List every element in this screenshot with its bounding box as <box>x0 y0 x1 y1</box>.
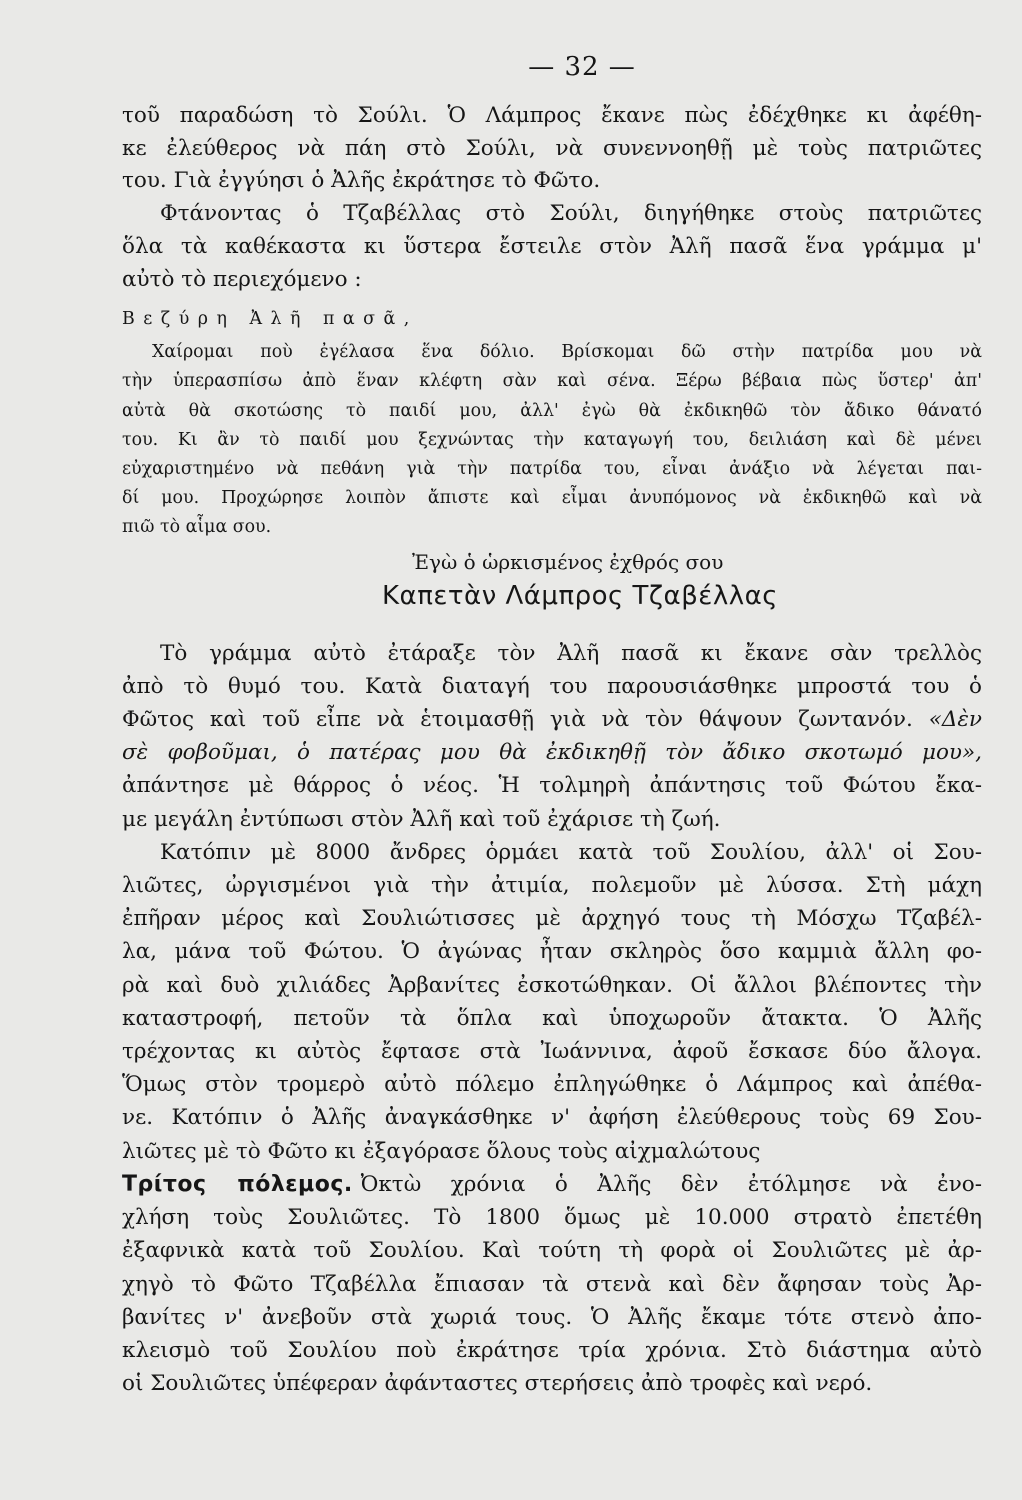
text-line: με μεγάλη ἐντύπωσι στὸν Ἀλῆ καὶ τοῦ ἐχάρισε τὴ ζωή. <box>122 806 721 832</box>
text-line: χηγὸ τὸ Φῶτο Τζαβέλλα ἔπιασαν τὰ στενὰ καὶ δὲν ἄφησαν τοὺς Ἀρ- <box>122 1271 982 1297</box>
letter-line: του. Κι ἂν τὸ παιδί μου ξεχνώντας τὴν καταγωγή του, δειλιάση καὶ δὲ μένει <box>122 429 982 450</box>
text-line: τρέχοντας κι αὐτὸς ἔφτασε στὰ Ἰωάννινα, ἀφοῦ ἔσκασε δύο ἄλογα. <box>122 1039 982 1065</box>
text-line: βανίτες ν' ἀνεβοῦν στὰ χωριά τους. Ὁ Ἀλῆς ἔκαμε τότε στενὸ ἀπο- <box>122 1304 982 1330</box>
text-line: του. Γιὰ ἐγγύησι ὁ Ἀλῆς ἐκράτησε τὸ Φῶτο. <box>122 168 601 194</box>
text-line: ἀπάντησε μὲ θάρρος ὁ νέος. Ἡ τολμηρὴ ἀπάντησις τοῦ Φώτου ἔκα- <box>122 773 982 799</box>
page-number: — 32 — <box>528 52 636 82</box>
letter-signature: Καπετὰν Λάμπρος Τζαβέλλας <box>382 580 779 611</box>
text-line: λιῶτες, ὠργισμένοι γιὰ τὴν ἀτιμία, πολεμοῦν μὲ λύσσα. Στὴ μάχη <box>122 873 982 899</box>
section-line <box>122 1168 982 1201</box>
text-line: ρὰ καὶ δυὸ χιλιάδες Ἀρβανίτες ἐσκοτώθηκαν. Οἱ ἄλλοι βλέποντες τὴν <box>122 972 982 998</box>
main-text <box>122 637 982 1401</box>
text-line: οἱ Σουλιῶτες ὑπέφεραν ἀφάνταστες στερήσεις ἀπὸ τροφὲς καὶ νερό. <box>122 1371 873 1397</box>
text-line: κλεισμὸ τοῦ Σουλίου ποὺ ἐκράτησε τρία χρόνια. Στὸ διάστημα αὐτὸ <box>122 1337 982 1363</box>
text-run: Ὀκτὼ χρόνια ὁ Ἀλῆς δὲν ἐτόλμησε νὰ ἐνο- <box>360 1171 982 1197</box>
text-line: νε. Κατόπιν ὁ Ἀλῆς ἀναγκάσθηκε ν' ἀφήση ἐλεύθερους τοὺς 69 Σου- <box>122 1105 982 1131</box>
text-line: ἀπὸ τὸ θυμό του. Κατὰ διαταγή του παρουσιάσθηκε μπροστά του ὁ <box>122 673 982 699</box>
text-line: τοῦ παραδώση τὸ Σούλι. Ὁ Λάμπρος ἔκανε πὼς ἐδέχθηκε κι ἀφέθη- <box>122 103 982 128</box>
text-line: χλήση τοὺς Σουλιῶτες. Τὸ 1800 ὅμως μὲ 10.000 στρατὸ ἐπετέθη <box>122 1205 982 1231</box>
text-line: ἐπῆραν μέρος καὶ Σουλιώτισσες μὲ ἀρχηγό τους τὴ Μόσχω Τζαβέλ- <box>122 906 982 932</box>
letter-closing: Ἐγὼ ὁ ὡρκισμένος ἐχθρός σου <box>412 549 724 574</box>
text-line: κε ἐλεύθερος νὰ πάη στὸ Σούλι, νὰ συνεννοηθῇ μὲ τοὺς πατριῶτες <box>122 135 982 161</box>
letter-address: Βεζύρη Ἀλῆ πασᾶ, <box>122 309 418 330</box>
letter-line: τὴν ὑπερασπίσω ἀπὸ ἕναν κλέφτη σὰν καὶ σένα. Ξέρω βέβαια πὼς ὕστερ' ἀπ' <box>122 371 982 392</box>
text-line: Κατόπιν μὲ 8000 ἄνδρες ὁρμάει κατὰ τοῦ Σουλίου, ἀλλ' οἱ Σου- <box>160 839 982 865</box>
text-line: λιῶτες μὲ τὸ Φῶτο κι ἐξαγόρασε ὅλους τοὺς αἰχμαλώτους <box>122 1138 761 1164</box>
intro-paragraph <box>122 100 982 296</box>
text-line: ἐξαφνικὰ κατὰ τοῦ Σουλίου. Καὶ τούτη τὴ φορὰ οἱ Σουλιῶτες μὲ ἀρ- <box>122 1238 982 1264</box>
text-line: Τὸ γράμμα αὐτὸ ἐτάραξε τὸν Ἀλῆ πασᾶ κι ἔκανε σὰν τρελλὸς <box>160 640 982 666</box>
text-line: αὐτὸ τὸ περιεχόμενο : <box>122 266 362 292</box>
quote-text: «Δὲν <box>928 707 982 733</box>
quoted-letter <box>122 304 982 614</box>
quote-text: σὲ φοβοῦμαι, ὁ πατέρας μου θὰ ἐκδικηθῇ τὸν ἄδικο σκοτωμό μου», <box>122 740 982 766</box>
text-line: Ὅμως στὸν τρομερὸ αὐτὸ πόλεμο ἐπληγώθηκε ὁ Λάμπρος καὶ ἀπέθα- <box>122 1072 982 1098</box>
text-run: Φῶτος καὶ τοῦ εἶπε νὰ ἑτοιμασθῇ γιὰ νὰ τὸν θάψουν ζωντανόν. <box>122 707 913 733</box>
text-line <box>122 703 982 736</box>
letter-line: Χαίρομαι ποὺ ἐγέλασα ἕνα δόλιο. Βρίσκομαι δῶ στὴν πατρίδα μου νὰ <box>152 342 982 363</box>
text-line: ὅλα τὰ καθέκαστα κι ὕστερα ἔστειλε στὸν Ἀλῆ πασᾶ ἕνα γράμμα μ' <box>122 233 982 259</box>
letter-line: πιῶ τὸ αἷμα σου. <box>122 517 272 538</box>
section-heading: Τρίτος πόλεμος. <box>122 1171 353 1197</box>
text-line: λα, μάνα τοῦ Φώτου. Ὁ ἀγώνας ἦταν σκληρὸς ὅσο καμμιὰ ἄλλη φο- <box>122 939 982 965</box>
letter-line: αὐτὰ θὰ σκοτώσης τὸ παιδί μου, ἀλλ' ἐγὼ θὰ ἐκδικηθῶ τὸν ἄδικο θάνατό <box>122 400 982 421</box>
text-line: Φτάνοντας ὁ Τζαβέλλας στὸ Σούλι, διηγήθηκε στοὺς πατριῶτες <box>160 201 982 227</box>
letter-line: δί μου. Προχώρησε λοιπὸν ἄπιστε καὶ εἶμαι ἀνυπόμονος νὰ ἐκδικηθῶ καὶ νὰ <box>122 488 982 509</box>
text-line: καταστροφή, πετοῦν τὰ ὅπλα καὶ ὑποχωροῦν ἄτακτα. Ὁ Ἀλῆς <box>122 1005 982 1031</box>
letter-line: εὐχαριστημένο νὰ πεθάνη γιὰ τὴν πατρίδα του, εἶναι ἀνάξιο νὰ λέγεται παι- <box>122 459 982 480</box>
